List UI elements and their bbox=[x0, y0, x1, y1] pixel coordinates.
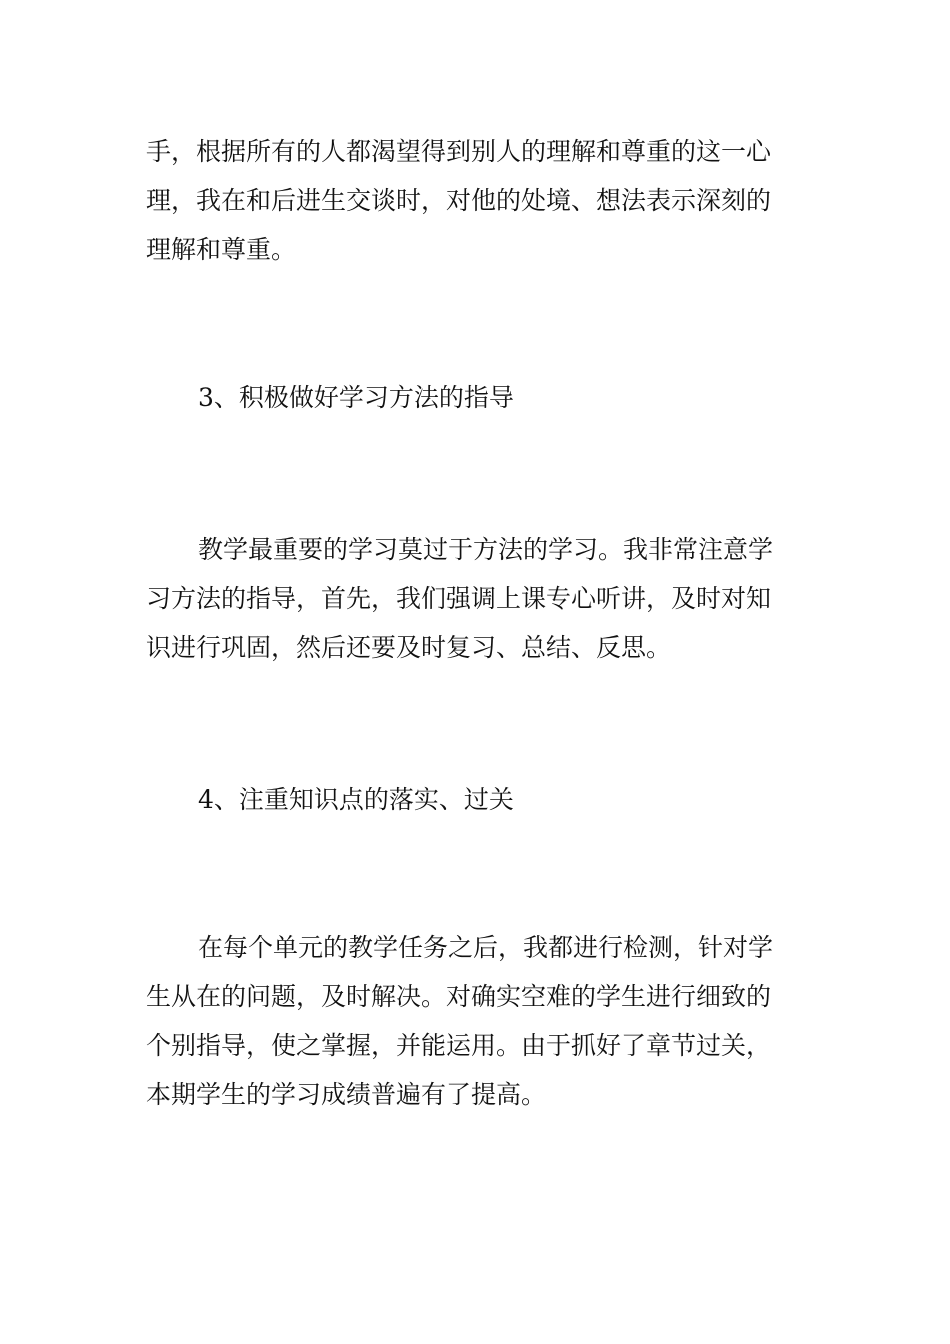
paragraph-line: 理解和尊重。 bbox=[146, 235, 297, 264]
paragraph-line: 手，根据所有的人都渴望得到别人的理解和尊重的这一心 bbox=[146, 137, 772, 166]
paragraph-line: 在每个单元的教学任务之后，我都进行检测，针对学 bbox=[198, 933, 774, 962]
paragraph-line: 理，我在和后进生交谈时，对他的处境、想法表示深刻的 bbox=[146, 186, 772, 215]
paragraph-line: 生从在的问题，及时解决。对确实空难的学生进行细致的 bbox=[146, 982, 772, 1011]
paragraph-line: 个别指导，使之掌握，并能运用。由于抓好了章节过关， bbox=[146, 1031, 772, 1060]
heading-text: 3、积极做好学习方法的指导 bbox=[198, 383, 514, 412]
paragraph-line: 习方法的指导，首先，我们强调上课专心听讲，及时对知 bbox=[146, 584, 772, 613]
section-heading-4 bbox=[146, 775, 810, 824]
paragraph-understanding-respect bbox=[146, 127, 810, 274]
paragraph-knowledge-checks bbox=[146, 923, 810, 1119]
paragraph-line: 本期学生的学习成绩普遍有了提高。 bbox=[146, 1080, 547, 1109]
paragraph-learning-methods bbox=[146, 525, 810, 672]
heading-text: 4、注重知识点的落实、过关 bbox=[198, 785, 514, 814]
paragraph-line: 识进行巩固，然后还要及时复习、总结、反思。 bbox=[146, 633, 672, 662]
section-heading-3 bbox=[146, 373, 810, 422]
paragraph-line: 教学最重要的学习莫过于方法的学习。我非常注意学 bbox=[198, 535, 774, 564]
